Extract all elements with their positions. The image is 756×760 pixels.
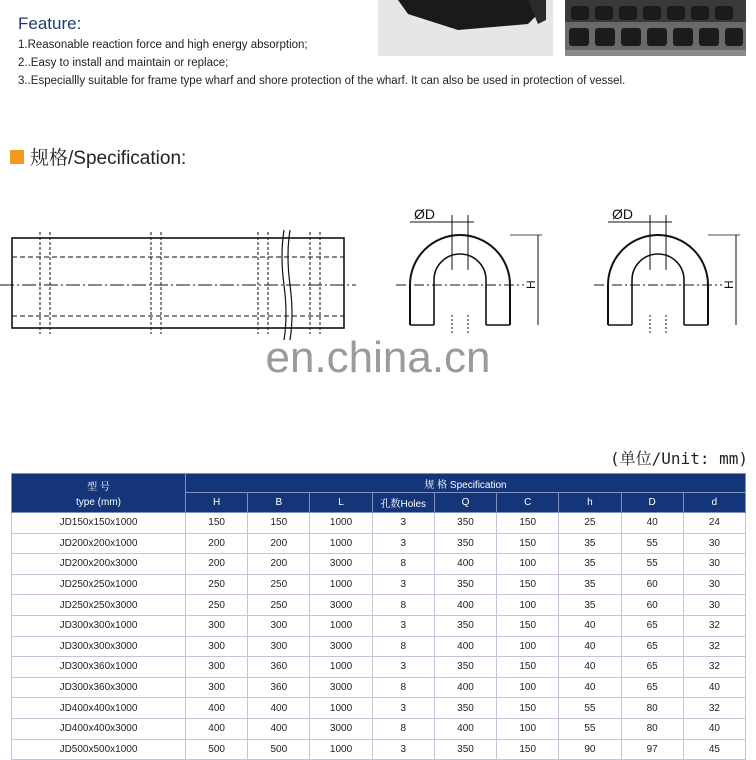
table-row [12,677,746,698]
value-cell: 8 [372,636,434,657]
value-cell: 30 [683,554,745,575]
value-cell: 1000 [310,657,372,678]
value-cell: 32 [683,615,745,636]
watermark: en.china.cn [265,333,491,382]
unit-note: (单位/Unit: mm) [610,449,748,468]
value-cell: 24 [683,513,745,534]
value-cell: 1000 [310,615,372,636]
value-cell: 35 [559,554,621,575]
value-cell: 400 [186,698,248,719]
value-cell: 45 [683,739,745,760]
feature-item-1: 1.Reasonable reaction force and high energy absorption; [18,39,308,51]
value-cell: 150 [497,615,559,636]
value-cell: 90 [559,739,621,760]
value-cell: 32 [683,636,745,657]
column-header: d [683,493,745,513]
table-row [12,636,746,657]
table-row [12,554,746,575]
value-cell: 350 [434,739,496,760]
feature-item-3: 3..Especiallly suitable for frame type wharf and shore protection of the wharf. It can also be used in protection of vessel. [18,75,626,87]
feature-item-2: 2..Easy to install and maintain or replace; [18,57,229,69]
model-cell: JD300x360x3000 [12,677,186,698]
value-cell: 40 [559,677,621,698]
model-cell: JD400x400x1000 [12,698,186,719]
value-cell: 35 [559,533,621,554]
value-cell: 55 [621,533,683,554]
spec-heading [10,143,186,170]
feature-title: Feature: [18,14,82,33]
value-cell: 65 [621,636,683,657]
height-label-2: H [722,280,736,289]
value-cell: 200 [186,554,248,575]
value-cell: 65 [621,657,683,678]
value-cell: 150 [497,657,559,678]
value-cell: 300 [248,615,310,636]
value-cell: 400 [186,718,248,739]
value-cell: 250 [186,595,248,616]
value-cell: 500 [248,739,310,760]
value-cell: 350 [434,574,496,595]
technical-drawing [0,195,756,345]
value-cell: 400 [248,718,310,739]
column-header: C [497,493,559,513]
value-cell: 100 [497,595,559,616]
end-view-1 [396,215,542,333]
value-cell: 55 [559,698,621,719]
value-cell: 3 [372,533,434,554]
side-view-body [12,238,344,328]
value-cell: 65 [621,615,683,636]
value-cell: 200 [248,533,310,554]
table-row [12,718,746,739]
value-cell: 35 [559,595,621,616]
value-cell: 40 [559,657,621,678]
value-cell: 1000 [310,513,372,534]
value-cell: 100 [497,718,559,739]
value-cell: 40 [621,513,683,534]
table-row [12,615,746,636]
value-cell: 32 [683,657,745,678]
value-cell: 360 [248,657,310,678]
value-cell: 55 [621,554,683,575]
value-cell: 30 [683,595,745,616]
column-header: L [310,493,372,513]
table-row [12,513,746,534]
value-cell: 100 [497,554,559,575]
type-header-en: type (mm) [76,497,121,508]
spec-table [11,473,746,760]
end-view-2 [594,215,740,333]
value-cell: 40 [559,636,621,657]
value-cell: 100 [497,677,559,698]
value-cell: 250 [186,574,248,595]
value-cell: 3 [372,574,434,595]
value-cell: 30 [683,574,745,595]
value-cell: 150 [186,513,248,534]
value-cell: 350 [434,657,496,678]
value-cell: 300 [248,636,310,657]
value-cell: 150 [497,513,559,534]
model-cell: JD400x400x3000 [12,718,186,739]
value-cell: 40 [683,677,745,698]
model-cell: JD500x500x1000 [12,739,186,760]
spec-table-body [12,513,746,760]
value-cell: 60 [621,574,683,595]
value-cell: 3 [372,657,434,678]
table-row [12,739,746,760]
value-cell: 3000 [310,718,372,739]
value-cell: 250 [248,595,310,616]
value-cell: 60 [621,595,683,616]
value-cell: 400 [434,718,496,739]
model-cell: JD300x300x3000 [12,636,186,657]
type-header-cn: 型 号 [87,482,110,493]
product-photo-stack [565,0,746,56]
value-cell: 80 [621,718,683,739]
value-cell: 150 [497,533,559,554]
value-cell: 350 [434,615,496,636]
value-cell: 250 [248,574,310,595]
value-cell: 3 [372,698,434,719]
value-cell: 32 [683,698,745,719]
model-cell: JD200x200x1000 [12,533,186,554]
value-cell: 8 [372,595,434,616]
value-cell: 150 [497,739,559,760]
value-cell: 3 [372,615,434,636]
value-cell: 300 [186,615,248,636]
model-cell: JD300x360x1000 [12,657,186,678]
value-cell: 3000 [310,677,372,698]
value-cell: 400 [434,595,496,616]
value-cell: 150 [497,574,559,595]
value-cell: 80 [621,698,683,719]
value-cell: 400 [434,636,496,657]
value-cell: 200 [248,554,310,575]
value-cell: 8 [372,718,434,739]
value-cell: 3000 [310,595,372,616]
column-header: Q [434,493,496,513]
height-label-1: H [524,280,538,289]
value-cell: 3000 [310,554,372,575]
value-cell: 400 [434,677,496,698]
value-cell: 150 [497,698,559,719]
value-cell: 25 [559,513,621,534]
value-cell: 500 [186,739,248,760]
value-cell: 400 [434,554,496,575]
value-cell: 400 [248,698,310,719]
value-cell: 100 [497,636,559,657]
model-cell: JD250x250x1000 [12,574,186,595]
value-cell: 150 [248,513,310,534]
value-cell: 300 [186,657,248,678]
value-cell: 8 [372,554,434,575]
table-row [12,698,746,719]
column-header: H [186,493,248,513]
value-cell: 1000 [310,698,372,719]
value-cell: 40 [559,615,621,636]
value-cell: 360 [248,677,310,698]
column-header: D [621,493,683,513]
value-cell: 8 [372,677,434,698]
spec-heading-text: 规格/Specification: [30,148,187,169]
value-cell: 350 [434,698,496,719]
column-header: h [559,493,621,513]
value-cell: 1000 [310,533,372,554]
table-row [12,657,746,678]
model-cell: JD300x300x1000 [12,615,186,636]
table-row [12,595,746,616]
value-cell: 1000 [310,574,372,595]
value-cell: 350 [434,533,496,554]
value-cell: 97 [621,739,683,760]
type-header [12,474,186,513]
value-cell: 300 [186,636,248,657]
value-cell: 65 [621,677,683,698]
model-cell: JD200x200x3000 [12,554,186,575]
model-cell: JD150x150x1000 [12,513,186,534]
spec-header: 规 格 Specification [186,474,746,493]
value-cell: 3 [372,513,434,534]
table-row [12,574,746,595]
diameter-label-2: ØD [612,206,633,222]
value-cell: 30 [683,533,745,554]
value-cell: 1000 [310,739,372,760]
value-cell: 200 [186,533,248,554]
value-cell: 350 [434,513,496,534]
table-row [12,533,746,554]
value-cell: 35 [559,574,621,595]
model-cell: JD250x250x3000 [12,595,186,616]
column-header: B [248,493,310,513]
product-photo-fender [378,0,553,56]
value-cell: 300 [186,677,248,698]
orange-square-icon [10,150,24,164]
value-cell: 55 [559,718,621,739]
column-header: 孔数Holes [372,493,434,513]
value-cell: 3 [372,739,434,760]
diameter-label-1: ØD [414,206,435,222]
value-cell: 40 [683,718,745,739]
value-cell: 3000 [310,636,372,657]
